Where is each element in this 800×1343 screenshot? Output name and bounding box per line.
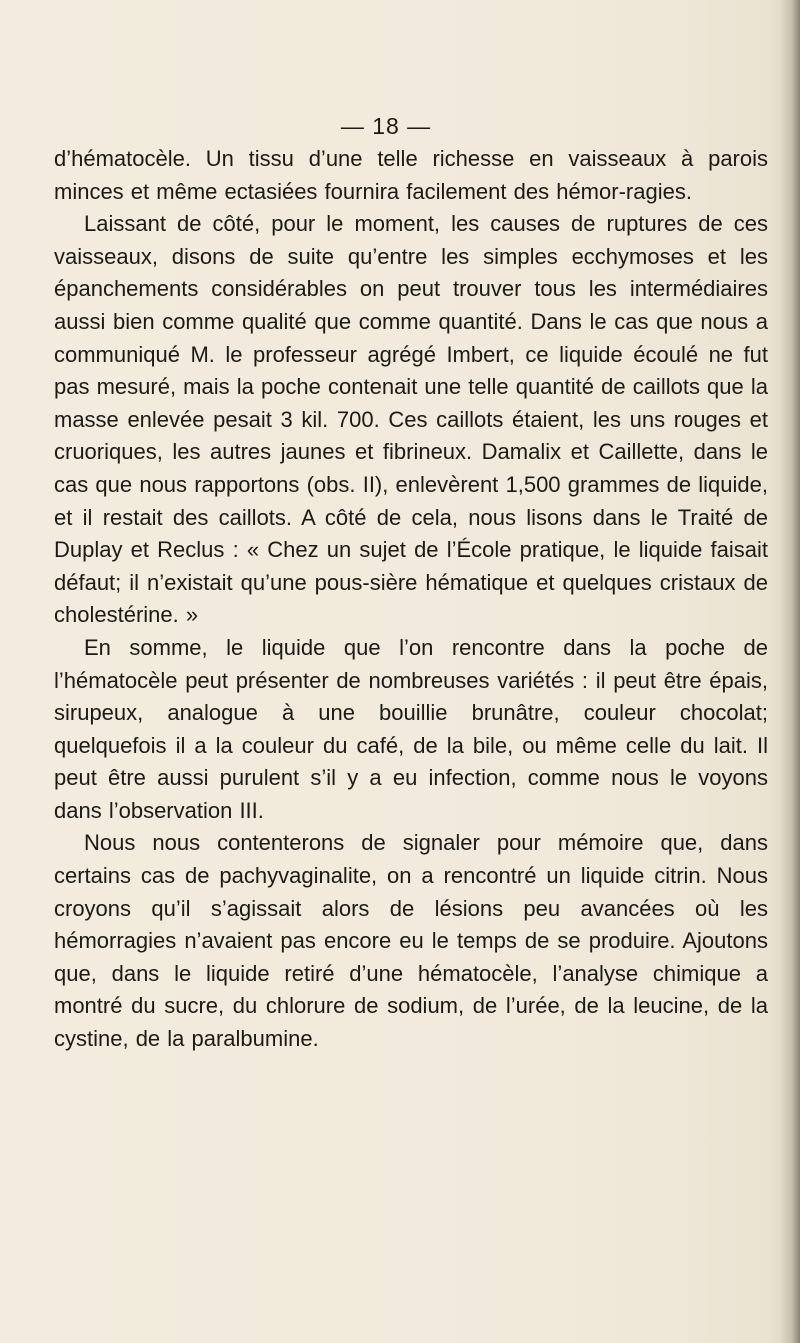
page-number: — 18 — bbox=[340, 113, 432, 139]
paragraph-4: Nous nous contenterons de signaler pour mémoire que, dans certains cas de pachyvaginalite, on a rencontré un liquide citrin. Nous croyons qu’il s’agissait alors de lésions peu avancées où les hémorragies n’avaient pas encore eu le temps de se produire. Ajoutons que, dans le liquide retiré d’une hématocèle, l’analyse chimique a montré du sucre, du chlorure de sodium, de l’urée, de la leucine, de la cystine, de la paralbumine. bbox=[54, 830, 768, 1052]
body-text bbox=[54, 143, 768, 1056]
paragraph-2: Laissant de côté, pour le moment, les causes de ruptures de ces vaisseaux, disons de suite qu’entre les simples ecchymoses et les épanchements considérables on peut trouver tous les intermédiaires aussi bien comme qualité que comme quantité. Dans le cas que nous a communiqué M. le professeur agrégé Imbert, ce liquide écoulé ne fut pas mesuré, mais la poche contenait une telle quantité de caillots que la masse enlevée pesait 3 kil. 700. Ces caillots étaient, les uns rouges et cruoriques, les autres jaunes et fibrineux. Damalix et Caillette, dans le cas que nous rapportons (obs. II), enlevèrent 1,500 grammes de liquide, et il restait des caillots. A côté de cela, nous lisons dans le Traité de Duplay et Reclus : « Chez un sujet de l’École pratique, le liquide faisait défaut; il n’existait qu’une pous-sière hématique et quelques cristaux de cholestérine. » bbox=[54, 211, 768, 628]
page-edge-shadow bbox=[780, 0, 800, 1343]
paragraph-1: d’hématocèle. Un tissu d’une telle richesse en vaisseaux à parois minces et même ectasiées fournira facilement des hémor-ragies. bbox=[54, 146, 768, 204]
paragraph-3: En somme, le liquide que l’on rencontre dans la poche de l’hématocèle peut présenter de nombreuses variétés : il peut être épais, sirupeux, analogue à une bouillie brunâtre, couleur chocolat; quelquefois il a la couleur du café, de la bile, ou même celle du lait. Il peut être aussi purulent s’il y a eu infection, comme nous le voyons dans l’observation III. bbox=[54, 634, 768, 823]
